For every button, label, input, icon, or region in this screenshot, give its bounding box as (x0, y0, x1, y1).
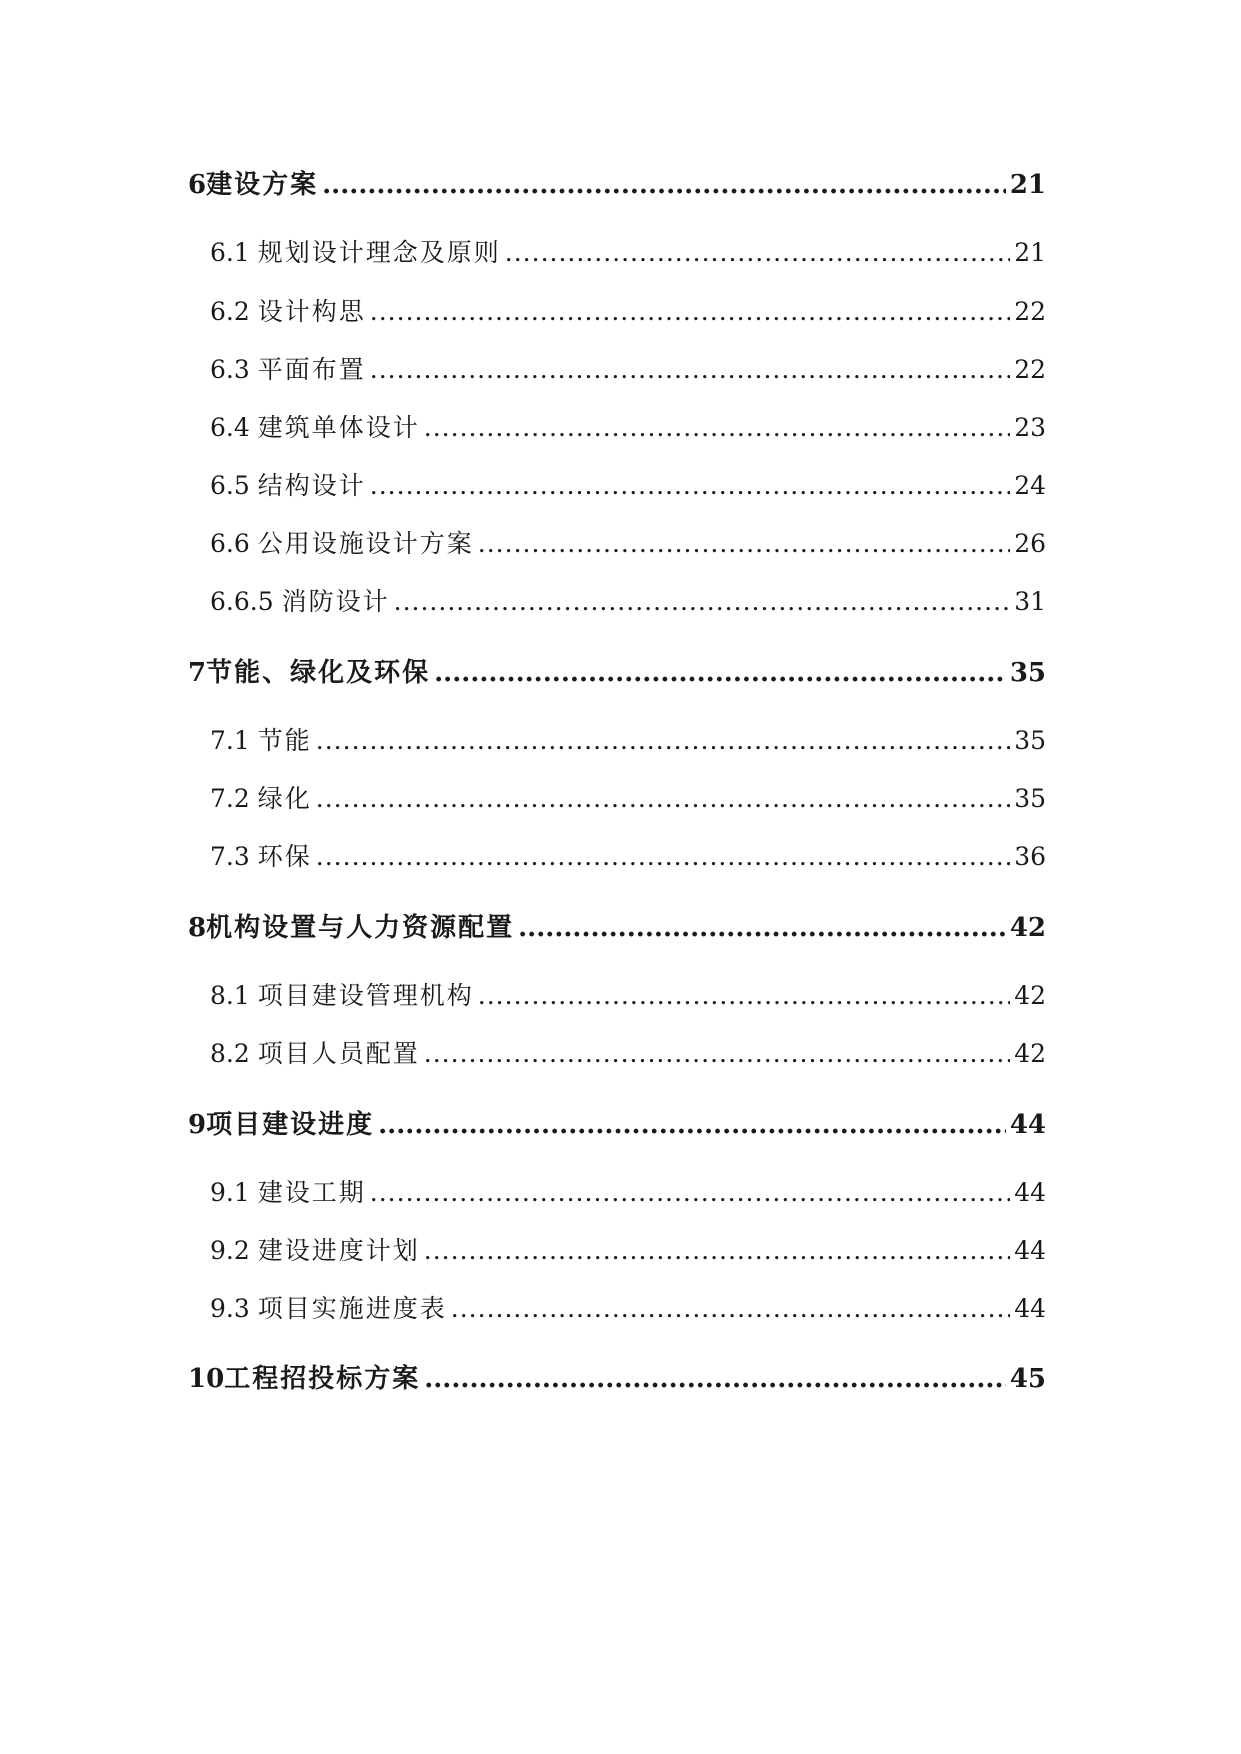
toc-entry-number: 9.2 (210, 1236, 250, 1265)
toc-entry-page: 31 (1014, 587, 1046, 616)
toc-entry-6-2[interactable] (210, 292, 1046, 328)
dot-leader (505, 238, 1010, 267)
toc-entry-6-5[interactable] (210, 466, 1046, 502)
toc-entry-9-2[interactable] (210, 1231, 1046, 1267)
toc-entry-page: 21 (1009, 170, 1046, 200)
dot-leader (424, 413, 1010, 442)
toc-entry-title: 项目建设管理机构 (257, 981, 474, 1010)
toc-entry-8[interactable] (188, 907, 1046, 944)
dot-leader (518, 913, 1006, 943)
toc-entry-7-3[interactable] (210, 837, 1046, 873)
toc-entry-number: 8.1 (210, 981, 250, 1010)
toc-entry-page: 21 (1014, 238, 1046, 267)
toc-entry-page: 36 (1014, 842, 1046, 871)
toc-entry-title: 项目人员配置 (257, 1039, 420, 1068)
toc-entry-page: 42 (1014, 981, 1046, 1010)
toc-entry-number: 6.2 (210, 297, 250, 326)
toc-entry-number: 6.4 (210, 413, 250, 442)
toc-entry-number: 6.1 (210, 238, 250, 267)
toc-entry-number: 7 (188, 658, 207, 688)
dot-leader (322, 170, 1006, 200)
toc-entry-page: 45 (1009, 1364, 1046, 1394)
toc-entry-number: 9 (188, 1110, 207, 1140)
toc-entry-title: 建设进度计划 (257, 1236, 420, 1265)
toc-entry-title: 工程招投标方案 (224, 1364, 421, 1394)
toc-entry-10[interactable] (188, 1358, 1046, 1395)
toc-entry-number: 6.5 (210, 471, 250, 500)
toc-entry-title: 节能 (257, 726, 312, 755)
toc-entry-page: 44 (1014, 1294, 1046, 1323)
toc-entry-page: 44 (1014, 1178, 1046, 1207)
toc-entry-page: 42 (1014, 1039, 1046, 1068)
dot-leader (370, 355, 1010, 384)
dot-leader (370, 297, 1010, 326)
toc-entry-number: 6.3 (210, 355, 250, 384)
toc-entry-7-2[interactable] (210, 779, 1046, 815)
dot-leader (370, 1178, 1010, 1207)
dot-leader (378, 1110, 1006, 1140)
toc-entry-7-1[interactable] (210, 721, 1046, 757)
toc-entry-title: 绿化 (257, 784, 312, 813)
toc-entry-8-2[interactable] (210, 1034, 1046, 1070)
dot-leader (316, 842, 1010, 871)
dot-leader (424, 1364, 1006, 1394)
toc-entry-page: 42 (1009, 913, 1046, 943)
toc-entry-9-1[interactable] (210, 1173, 1046, 1209)
toc-entry-number: 9.1 (210, 1178, 250, 1207)
dot-leader (424, 1039, 1010, 1068)
toc-entry-number: 7.2 (210, 784, 250, 813)
toc-entry-page: 22 (1014, 355, 1046, 384)
toc-entry-title: 设计构思 (257, 297, 366, 326)
toc-entry-6[interactable] (188, 164, 1046, 201)
toc-entry-number: 6.6.5 (210, 587, 274, 616)
toc-entry-title: 节能、绿化及环保 (206, 658, 431, 688)
toc-entry-number: 6 (188, 170, 207, 200)
toc-entry-page: 23 (1014, 413, 1046, 442)
dot-leader (434, 658, 1006, 688)
toc-entry-title: 规划设计理念及原则 (257, 238, 501, 267)
toc-entry-page: 44 (1009, 1110, 1046, 1140)
toc-entry-title: 建设工期 (257, 1178, 366, 1207)
dot-leader (316, 726, 1010, 755)
toc-entry-page: 22 (1014, 297, 1046, 326)
toc-entry-page: 44 (1014, 1236, 1046, 1265)
toc-entry-title: 结构设计 (257, 471, 366, 500)
toc-entry-title: 建设方案 (206, 170, 319, 200)
toc-entry-page: 35 (1014, 784, 1046, 813)
toc-entry-8-1[interactable] (210, 976, 1046, 1012)
toc-entry-6-3[interactable] (210, 350, 1046, 386)
toc-entry-page: 26 (1014, 529, 1046, 558)
dot-leader (478, 981, 1010, 1010)
toc-entry-6-4[interactable] (210, 408, 1046, 444)
toc-entry-number: 7.3 (210, 842, 250, 871)
toc-entry-6-6[interactable] (210, 524, 1046, 560)
toc-entry-page: 35 (1014, 726, 1046, 755)
toc-entry-title: 消防设计 (281, 587, 390, 616)
toc-entry-title: 环保 (257, 842, 312, 871)
toc-entry-9[interactable] (188, 1104, 1046, 1141)
toc-entry-title: 机构设置与人力资源配置 (206, 913, 515, 943)
toc-entry-title: 平面布置 (257, 355, 366, 384)
dot-leader (316, 784, 1010, 813)
toc-entry-page: 24 (1014, 471, 1046, 500)
toc-entry-7[interactable] (188, 652, 1046, 689)
toc-entry-title: 项目建设进度 (206, 1110, 375, 1140)
dot-leader (478, 529, 1010, 558)
dot-leader (424, 1236, 1010, 1265)
toc-entry-6-1[interactable] (210, 233, 1046, 269)
toc-entry-number: 8 (188, 913, 207, 943)
dot-leader (394, 587, 1011, 616)
toc-entry-number: 10 (188, 1364, 225, 1394)
toc-entry-9-3[interactable] (210, 1289, 1046, 1325)
dot-leader (370, 471, 1010, 500)
toc-entry-number: 9.3 (210, 1294, 250, 1323)
toc-entry-page: 35 (1009, 658, 1046, 688)
toc-entry-number: 7.1 (210, 726, 250, 755)
toc-entry-title: 建筑单体设计 (257, 413, 420, 442)
toc-entry-title: 公用设施设计方案 (257, 529, 474, 558)
dot-leader (451, 1294, 1010, 1323)
toc-entry-number: 6.6 (210, 529, 250, 558)
toc-entry-6-6-5[interactable] (210, 582, 1046, 618)
toc-entry-title: 项目实施进度表 (257, 1294, 447, 1323)
toc-entry-number: 8.2 (210, 1039, 250, 1068)
